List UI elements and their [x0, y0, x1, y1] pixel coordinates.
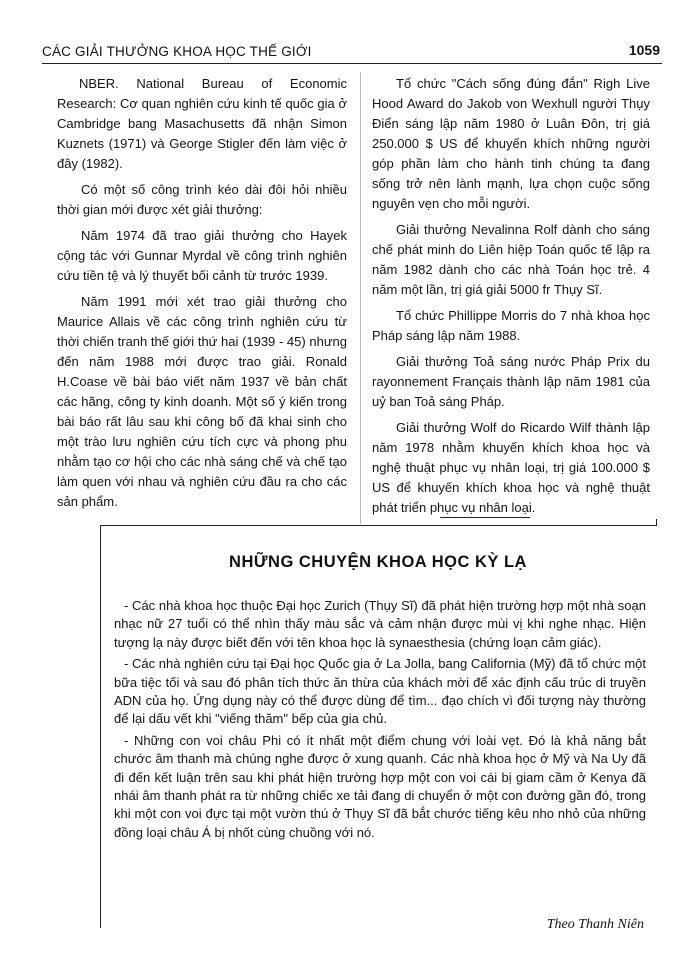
right-paragraph-2: Giải thưởng Nevalinna Rolf dành cho sáng chế phát minh do Liên hiệp Toán quốc tế lập ra năm 1982 dành cho các nhà Toán học trẻ. 4 năm một lần, trị giá giải 5000 fr Thụy Sĩ. [372, 222, 650, 297]
box-corner-mark [656, 519, 657, 526]
left-paragraph-4: Năm 1991 mới xét trao giải thưởng cho Maurice Allais về các công trình nghiên cứu từ thời chiến tranh thế giới thứ hai (1939 - 45) nhưng đến năm 1988 mới được trao giải. Ronald H.Coase về bài báo viết năm 1937 về bản chất các hãng, công ty kinh doanh. Một số ý kiến trong bài báo rất lâu sau khi công bố đã khai sinh cho một trào lưu nghiên cứu tích cực và phong phu nhằm tạo cơ hội cho các nhà sáng chế và chế tạo làm quen với nhau và nghiên cứu đầu ra cho các sản phẩm. [57, 294, 347, 509]
left-paragraph-3: Năm 1974 đã trao giải thưởng cho Hayek cộng tác với Gunnar Myrdal về công trình nghiên cứu tiền tệ và lý thuyết bối cảnh từ trước 1939. [57, 228, 347, 283]
left-paragraph-2: Có một số công trình kéo dài đôi hỏi nhiều thời gian mới được xét giải thưởng: [57, 182, 347, 217]
running-title: CÁC GIẢI THƯỞNG KHOA HỌC THẾ GIỚI [42, 44, 312, 59]
box-title: NHỮNG CHUYỆN KHOA HỌC KỲ LẠ [229, 553, 527, 571]
box-body [114, 597, 646, 845]
left-paragraph-1: NBER. National Bureau of Economic Research: Cơ quan nghiên cứu kinh tế quốc gia ở Cambridge bang Masachusetts đã nhận Simon Kuznets (1971) và George Stigler đến làm việc ở đây (1982). [57, 76, 347, 171]
column-end-rule [440, 517, 530, 518]
box-paragraph-2: - Các nhà nghiên cứu tại Đại học Quốc gia ở La Jolla, bang California (Mỹ) đã tổ chức một bữa tiệc tối và sau đó phân tích thức ăn thừa của khách mời để xác định cấu trúc di truyền ADN của họ. Ứng dụng này có thể được dùng để tìm... đạo chích vì đối tượng này thường để lại dấu vết khi "viếng thăm" bếp của gia chủ. [114, 656, 646, 727]
column-divider [360, 72, 361, 524]
right-paragraph-3: Tổ chức Phillippe Morris do 7 nhà khoa học Pháp sáng lập năm 1988. [372, 308, 650, 343]
box-paragraph-1: - Các nhà khoa học thuộc Đại học Zurich (Thụy Sĩ) đã phát hiện trường hợp một nhà soạn nhạc nữ 27 tuổi có thể nhìn thấy màu sắc và cảm nhận được mùi vị khi nghe nhạc. Hiện tượng lạ này được biết đến với tên khoa học là synaesthesia (chứng loạn cảm giác). [114, 598, 646, 650]
running-header [42, 40, 660, 62]
right-paragraph-1: Tổ chức "Cách sống đúng đắn" Righ Live Hood Award do Jakob von Wexhull người Thụy Điển sáng lập năm 1980 ở Luân Đôn, trị giá 250.000 $ US để khuyến khích những người góp phần làm cho hành tinh chúng ta đang sống trở nên lành mạnh, lựa chọn cuộc sống nguyên vẹn cho mỗi người. [372, 76, 650, 211]
page-number: 1059 [628, 42, 660, 58]
right-paragraph-5: Giải thưởng Wolf do Ricardo Wilf thành lập năm 1978 nhằm khuyến khích khoa học và nghệ thuật phục vụ nhân loại, trị giá 100.000 $ US để khuyến khích khoa học và nghệ thuật phát triển phục vụ nhân loại. [372, 420, 650, 515]
box-source: Theo Thanh Niên [546, 917, 644, 932]
header-rule [42, 63, 662, 64]
left-column [57, 74, 347, 518]
right-column [372, 74, 650, 524]
right-paragraph-4: Giải thưởng Toả sáng nước Pháp Prix du rayonnement Français thành lập năm 1981 của uỷ ban Toả sáng Pháp. [372, 354, 650, 409]
box-paragraph-3: - Những con voi châu Phi có ít nhất một điểm chung với loài vẹt. Đó là khả năng bắt chước âm thanh mà chúng nghe được ở xung quanh. Các nhà khoa học ở Mỹ và Na Uy đã đi đến kết luận trên sau khi phát hiện trường hợp một con voi cái bị giam cầm ở Kenya đã nhái âm thanh phát ra từ những chiếc xe tải đang di chuyển ở một con đường gần đó, trong khi một con voi đực tại một vườn thú ở Thụy Sĩ đã bắt chước tiếng kêu nho nhỏ của những đồng loại châu Á bị nhốt cùng chuồng với nó. [114, 732, 646, 840]
